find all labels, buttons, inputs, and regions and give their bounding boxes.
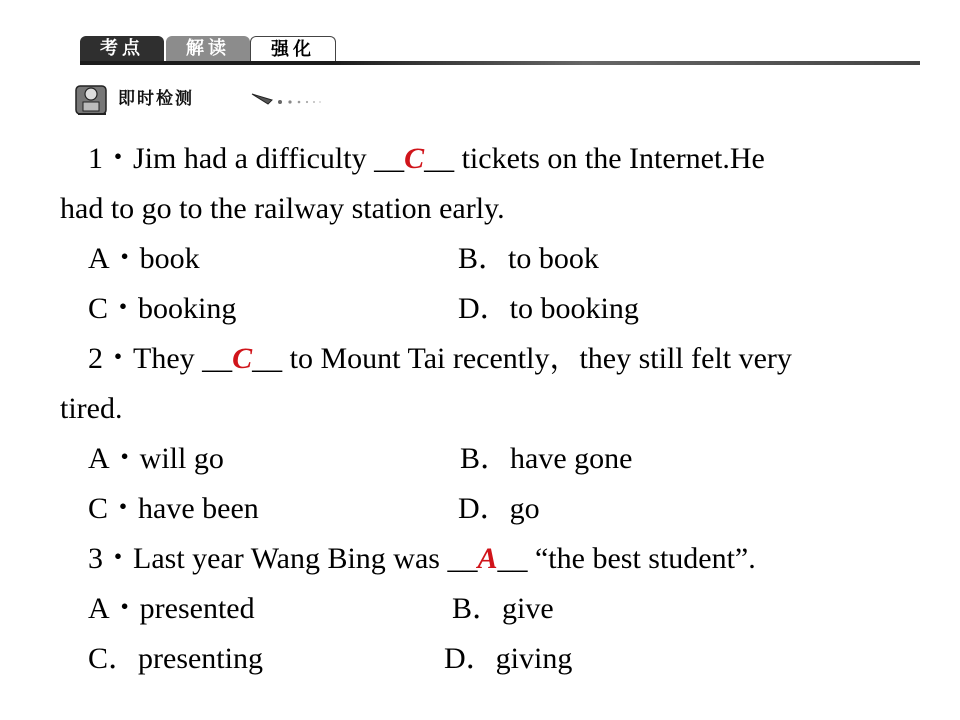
option-a[interactable]: A・presented: [88, 592, 255, 625]
question-number: 1: [88, 142, 103, 175]
question-2-continuation: tired.: [60, 392, 123, 425]
option-c[interactable]: C・booking: [88, 292, 237, 325]
question-number: 2: [88, 342, 103, 375]
question-2-options-ab: [60, 434, 930, 484]
stem-text: __ tickets on the Internet.He: [424, 142, 765, 175]
question-2-stem: 2・They __C__ to Mount Tai recently，they still felt very: [88, 342, 792, 375]
stem-text: They __: [133, 342, 233, 375]
pencil-dots-icon: [250, 88, 360, 108]
question-list: [60, 134, 930, 684]
option-c[interactable]: C．presenting: [88, 642, 263, 675]
option-c[interactable]: C・have been: [88, 492, 259, 525]
question-1-continuation: had to go to the railway station early.: [60, 192, 505, 225]
option-d[interactable]: D．to booking: [458, 292, 639, 325]
stem-text: Jim had a difficulty __: [133, 142, 405, 175]
answer-mark: C: [232, 342, 253, 375]
question-number: 3: [88, 542, 103, 575]
question-3-options-ab: [60, 584, 930, 634]
option-a[interactable]: A・will go: [88, 442, 224, 475]
answer-mark: A: [477, 542, 498, 575]
question-1-options-cd: [60, 284, 930, 334]
stem-text: Last year Wang Bing was __: [133, 542, 478, 575]
option-b[interactable]: B．to book: [458, 242, 599, 275]
option-d[interactable]: D．giving: [444, 642, 573, 675]
answer-mark: C: [404, 142, 425, 175]
option-b[interactable]: B．have gone: [460, 442, 633, 475]
option-b[interactable]: B．give: [452, 592, 554, 625]
tab-jiedu[interactable]: 解读: [166, 36, 250, 62]
question-3-options-cd: [60, 634, 930, 684]
option-a[interactable]: A・book: [88, 242, 200, 275]
question-1-stem: 1・Jim had a difficulty __C__ tickets on the Internet.He: [88, 142, 765, 175]
mascot-icon: [74, 80, 110, 118]
section-label: 即时检测: [118, 89, 194, 109]
question-3-stem: 3・Last year Wang Bing was __A__ “the best student”.: [88, 542, 756, 575]
header-rule: [80, 61, 920, 65]
question-1-options-ab: [60, 234, 930, 284]
stem-text: __ to Mount Tai recently，they still felt very: [252, 342, 792, 375]
option-d[interactable]: D．go: [458, 492, 540, 525]
tab-kaodian[interactable]: 考点: [80, 36, 164, 62]
question-2-options-cd: [60, 484, 930, 534]
stem-text: __ “the best student”.: [497, 542, 756, 575]
tab-qianghua[interactable]: 强化: [250, 36, 336, 62]
section-badge: [68, 76, 308, 122]
